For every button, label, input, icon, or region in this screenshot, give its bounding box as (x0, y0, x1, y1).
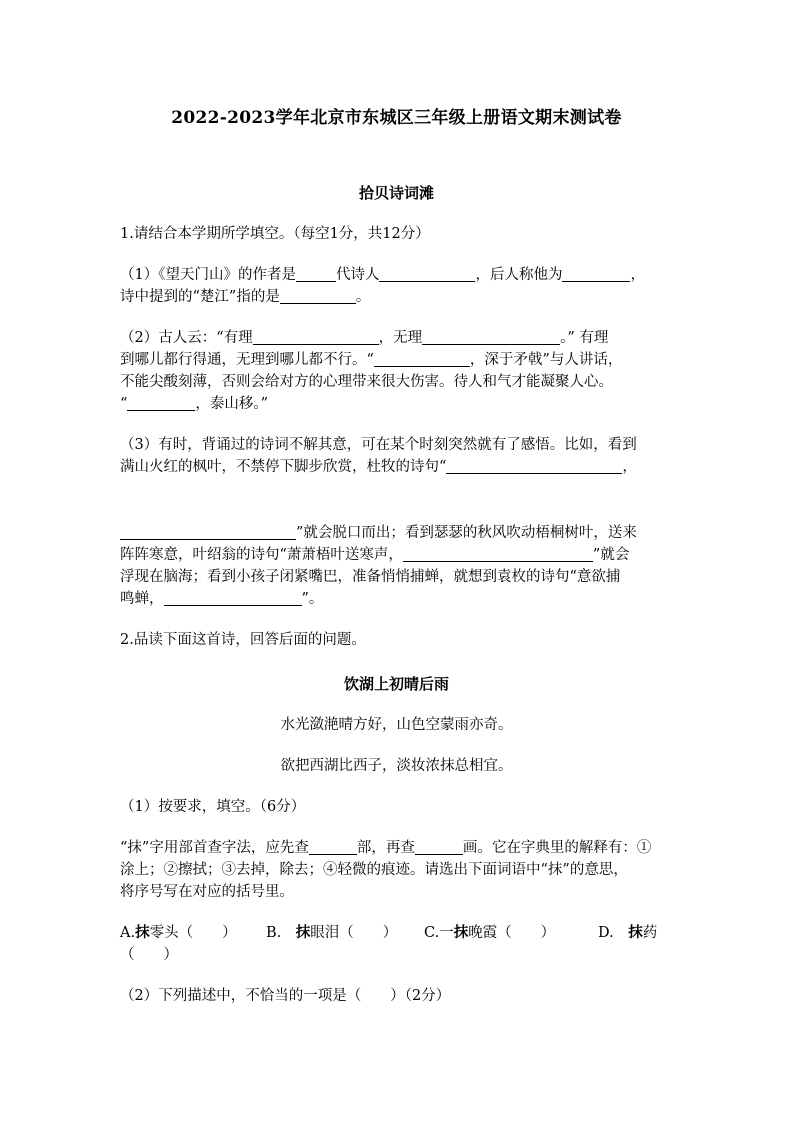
answer-blank[interactable] (309, 838, 357, 855)
answer-blank[interactable] (562, 265, 630, 282)
question-1-part-1: （1）《望天门山》的作者是 代诗人 ，后人称他为 ， 诗中提到的“楚江”指的是 。 (120, 267, 645, 305)
answer-blank[interactable] (374, 350, 470, 367)
poem-line-2: 欲把西湖比西子，淡妆浓抹总相宜。 (280, 758, 513, 774)
question-1-part-2: （2）古人云：“有理 ，无理 。” 有理 到哪儿都行得通，无理到哪儿都不行。“ ，深于矛戟”与人讲话， 不能尖酸刻薄，否则会给对方的心理带来很大伤害。待人和气才能凝聚人心。 “ ，泰山移。” (120, 330, 623, 412)
question-1-part-3-continued: ”就会脱口而出；看到瑟瑟的秋风吹动梧桐树叶，送来 阵阵寒意，叶绍翁的诗句“萧萧梧叶送寒声， ”就会 浮现在脑海；看到小孩子闭紧嘴巴，准备悄悄捕蝉，就想到袁枚的诗句“意欲捕 鸣蝉， ”。 (120, 525, 637, 607)
question-2-sub-2-stem: （2）下列描述中，不恰当的一项是（ ）（2分） (120, 988, 451, 1004)
answer-blank[interactable] (120, 523, 296, 540)
question-1-stem: 1.请结合本学期所学填空。（每空1分，共12分） (120, 226, 430, 242)
poem-title: 饮湖上初晴后雨 (343, 675, 449, 693)
option-a[interactable]: A.抹零头（ ） (120, 924, 237, 941)
option-b[interactable]: B. 抹眼泪（ ） (266, 924, 398, 941)
question-2-sub-1-text: “抹”字用部首查字法，应先查 部，再查 画。它在字典里的解释有：① 涂上；②擦拭；③去掉，除去；④轻微的痕迹。请选出下面词语中“抹”的意思， 将序号写在对应的括号里。 (120, 840, 652, 900)
poem-line-1: 水光潋滟晴方好，山色空蒙雨亦奇。 (280, 717, 513, 733)
answer-blank[interactable] (422, 328, 560, 345)
answer-blank[interactable] (403, 545, 593, 562)
answer-blank[interactable] (415, 838, 463, 855)
answer-blank[interactable] (253, 328, 379, 345)
question-2-sub-1-options (120, 922, 673, 966)
question-2-stem: 2.品读下面这首诗，回答后面的问题。 (120, 632, 366, 648)
option-d-paren[interactable]: （ ） (120, 947, 178, 963)
page-title: 2022-2023学年北京市东城区三年级上册语文期末测试卷 (171, 108, 622, 128)
answer-blank[interactable] (296, 265, 336, 282)
answer-blank[interactable] (164, 589, 302, 606)
answer-blank[interactable] (127, 394, 195, 411)
answer-blank[interactable] (280, 287, 356, 304)
question-1-part-3: （3）有时，背诵过的诗词不解其意，可在某个时刻突然就有了感悟。比如，看到 满山火红的枫叶，不禁停下脚步欣赏，杜牧的诗句“ ， (120, 437, 637, 475)
option-c[interactable]: C.一抹晚霞（ ） (424, 924, 556, 941)
answer-blank[interactable] (446, 457, 622, 474)
question-2-sub-1-stem: （1）按要求，填空。（6分） (120, 799, 306, 815)
section-heading: 拾贝诗词滩 (358, 184, 434, 202)
answer-blank[interactable] (379, 265, 475, 282)
option-d[interactable]: D. 抹药 (598, 924, 658, 941)
